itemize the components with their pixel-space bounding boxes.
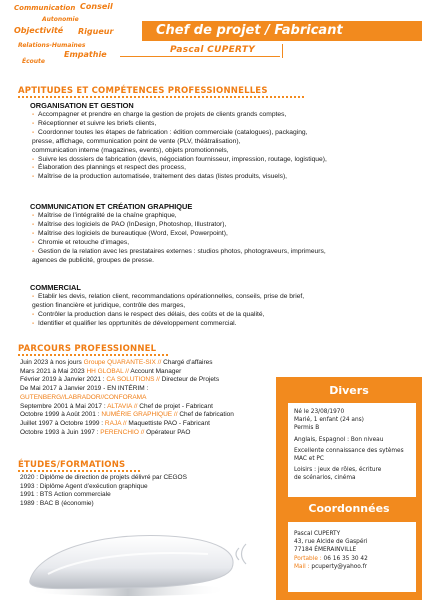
skills-word-cloud [14, 0, 114, 68]
cloud-word: Objectivité [14, 26, 64, 35]
career-row [20, 411, 280, 420]
list-item: - Maîtrise des logiciels de PAO (InDesign, Photoshop, Illustrator), [38, 221, 414, 230]
cloud-word: Écoute [22, 58, 45, 65]
section-rule [18, 354, 168, 358]
cloud-word: Conseil [80, 2, 113, 11]
career-role: Maquettiste PAO - Fabricant [128, 419, 210, 427]
list-item: agences de publicité, groupes de presse. [32, 256, 154, 264]
career-sep: // [172, 411, 180, 419]
list-item: - Maîtrise de l’intégralité de la chaîne graphique, [38, 212, 414, 221]
education-row: 1993 : Diplôme Agent d’exécution graphique [20, 482, 148, 490]
career-role: Opérateur PAO [146, 428, 191, 436]
career-date: Juillet 1997 à Octobre 1999 : [20, 419, 105, 427]
name-divider [120, 56, 280, 57]
career-date: Octobre 1993 à Juin 1997 : [20, 428, 101, 436]
list-item: - Contrôler la production dans le respect des délais, des coûts et de la qualité, [38, 311, 414, 320]
career-company: HH GLOBAL [86, 367, 124, 375]
org-list [32, 111, 414, 182]
list-item: - Etablir les devis, relation client, recommandations opérationnelles, conseils, prise de brief, [38, 293, 414, 302]
section-rule [18, 96, 304, 100]
list-item: - Gestion de la relation avec les prestataires externes : studios photos, photograveurs, imprimeurs, [38, 248, 414, 257]
career-row [20, 394, 280, 403]
coords-mail-row [294, 563, 410, 571]
education-row: 1989 : BAC B (économie) [20, 500, 94, 508]
list-item: - Élaboration des plannings et respect des process, [38, 164, 414, 173]
career-date: De Mai 2017 à Janvier 2019 - EN INTÉRIM : [20, 385, 149, 393]
com-title: COMMUNICATION ET CRÉATION GRAPHIQUE [30, 202, 193, 211]
coords-phone-row [294, 555, 410, 563]
org-title: ORGANISATION ET GESTION [30, 101, 134, 110]
career-row [20, 359, 280, 368]
wave-icon [242, 544, 247, 564]
career-date: Septembre 2001 à Mai 2017 : [20, 402, 108, 410]
career-row [20, 403, 280, 412]
career-date: Février 2019 à Janvier 2021 : [20, 376, 107, 384]
career-role: Chef de projet - Fabricant [139, 402, 213, 410]
career-date: Juin 2023 à nos jours [20, 359, 84, 366]
list-item: - Réceptionner et suivre les briefs clients, [38, 120, 414, 129]
divers-line: Excellente connaissance des sytèmes [294, 447, 404, 454]
career-row [20, 376, 280, 385]
career-date: Octobre 1999 à Août 2001 : [20, 411, 102, 419]
divers-line: Anglais, Espagnol : Bon niveau [294, 436, 384, 443]
list-item: - Maîtrise de la production automatisée, traitement des datas (listes produits, visuels), [38, 173, 414, 182]
career-role: Chef de fabrication [179, 411, 234, 419]
career-date: Mars 2021 à Mai 2023 [20, 367, 87, 375]
divers-line: Loisirs : jeux de rôles, écriture [294, 467, 382, 474]
career-company: CA SOLUTIONS [106, 376, 155, 384]
career-company: PERENCHIO [100, 428, 139, 436]
cloud-word: Relations-Humaines [18, 42, 86, 49]
career-title: PARCOURS PROFESSIONNEL [18, 344, 157, 354]
divers-line: de scénarios, cinéma [294, 475, 356, 482]
coords-card [288, 522, 416, 592]
education-row: 2020 : Diplôme de direction de projets délivré par CEGOS [20, 474, 187, 481]
divers-line: Marié, 1 enfant (24 ans) [294, 417, 364, 424]
mouse-illustration [18, 522, 248, 598]
divers-line: MAC et PC [294, 456, 324, 463]
list-item: - Coordonner toutes les étapes de fabrication : édition commerciale (catalogues), packaging, [38, 129, 414, 138]
mail-label: Mail : [294, 563, 310, 570]
coords-city: 77184 ÉMERAINVILLE [294, 547, 357, 554]
career-list [20, 359, 280, 437]
career-row [20, 420, 280, 429]
career-company: GUTENBERG//LABRADOR//CONFORAMA [20, 393, 147, 401]
list-item: presse, affichage, communication point de vente (PLV, théâtralisation), [32, 137, 241, 145]
name-divider-vertical [282, 44, 283, 58]
career-company: Groupe QUARANTE-SIX [83, 359, 156, 366]
career-sep: // [132, 402, 140, 410]
list-item: - Suivre les dossiers de fabrication (devis, négociation fournisseur, impression, routage, logistique), [38, 156, 414, 165]
cloud-word: Communication [14, 4, 76, 12]
list-item: gestion financière et juridique, contrôle des marges, [32, 301, 186, 309]
career-sep: // [138, 428, 147, 436]
coords-title: Coordonnées [308, 502, 390, 515]
career-company: RAJA [104, 419, 122, 427]
job-title: Chef de projet / Fabricant [142, 21, 422, 41]
cloud-word: Autonomie [42, 16, 79, 23]
career-sep: // [121, 419, 129, 427]
career-row [20, 368, 280, 377]
education-row: 1991 : BTS Action commerciale [20, 491, 111, 499]
divers-card [288, 403, 416, 497]
commercial-list [32, 293, 414, 329]
career-role: Account Manager [130, 367, 182, 375]
divers-title: Divers [329, 384, 369, 397]
career-company: ALTAVIA [107, 402, 133, 410]
career-role: Chargé d’affaires [163, 359, 213, 366]
education-title: ÉTUDES/FORMATIONS [18, 460, 126, 470]
career-sep: // [154, 376, 162, 384]
career-role: Directeur de Projets [161, 376, 220, 384]
cloud-word: Rigueur [78, 27, 114, 36]
coords-name: Pascal CUPERTY [294, 531, 341, 537]
wave-icon [236, 548, 239, 560]
phone-number: 06 16 35 30 42 [323, 555, 368, 562]
skills-title: APTITUDES ET COMPÉTENCES PROFESSIONNELLES [18, 86, 268, 96]
list-item: - Chromie et retouche d’images, [38, 239, 414, 248]
divers-line: Né le 23/08/1970 [294, 409, 345, 415]
mouse-body [30, 535, 233, 588]
mail-address: pcuperty@yahoo.fr [311, 563, 368, 570]
career-row [20, 385, 280, 394]
cloud-word: Empathie [64, 50, 107, 59]
divers-line: Permis B [294, 425, 320, 432]
com-list [32, 212, 414, 265]
phone-label: Portable : [294, 555, 322, 562]
career-sep: // [155, 359, 164, 366]
candidate-name: Pascal CUPERTY [170, 45, 256, 55]
career-row [20, 429, 280, 438]
career-company: NUMÉRIE GRAPHIQUE [101, 411, 173, 419]
list-item: - Identifier et qualifier les opprtunités de développement commercial. [38, 320, 414, 329]
list-item: communication interne (magazines, events), objets promotionnels, [32, 146, 229, 154]
commercial-title: COMMERCIAL [30, 283, 81, 292]
education-list [20, 474, 280, 509]
list-item: - Maîtrise des logiciels de bureautique (Word, Excel, Powerpoint), [38, 230, 414, 239]
career-sep: // [123, 367, 131, 375]
list-item: - Accompagner et prendre en charge la gestion de projets de clients grands comptes, [38, 111, 414, 120]
coords-address: 43, rue Alcide de Gaspéri [294, 539, 368, 546]
